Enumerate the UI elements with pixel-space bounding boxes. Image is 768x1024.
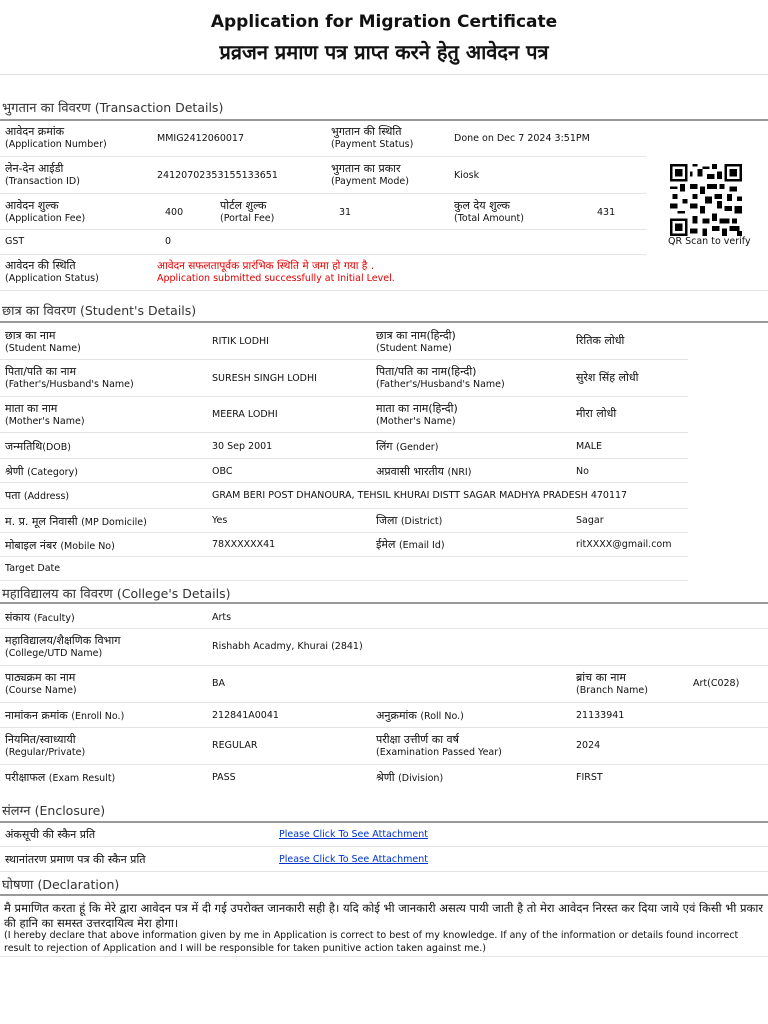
section-divider <box>0 321 768 323</box>
enroll-no-label: नामांकन क्रमांक (Enroll No.) <box>5 709 125 722</box>
declaration-text-hindi: मै प्रमाणित करता हूं कि मेरे द्वारा आवेदन पत्र में दी गई उपरोक्त जानकारी सही है। यदि कोई भी जानकारी असत्य पायी जाती है तो मेरा आवेदन निरस्त कर दिया जाये एवं किसी भी प्रकार की हानि का समस्त उत्तरदायित्व मेरा होगा। <box>4 901 764 930</box>
section-title-enclosure: संलग्न (Enclosure) <box>2 803 106 819</box>
section-divider <box>0 894 768 896</box>
nri-value: No <box>576 466 589 477</box>
faculty-value: Arts <box>212 612 232 623</box>
migration-attachment-link[interactable]: Please Click To See Attachment <box>279 854 428 865</box>
student-name-value: RITIK LODHI <box>212 336 269 347</box>
course-name-label: पाठ्यक्रम का नाम (Course Name) <box>5 671 77 696</box>
section-title-declaration: घोषणा (Declaration) <box>2 877 120 893</box>
qr-caption: QR Scan to verify <box>668 236 751 247</box>
payment-status-label: भुगतान की स्थिति (Payment Status) <box>331 125 414 150</box>
application-status-english: Application submitted successfully at Initial Level. <box>157 273 395 284</box>
page-title-hindi: प्रव्रजन प्रमाण पत्र प्राप्त करने हेतु आवेदन पत्र <box>219 40 549 64</box>
mother-name-hindi-label: माता का नाम(हिन्दी) (Mother's Name) <box>376 402 458 427</box>
total-amount-value: 431 <box>597 207 616 218</box>
course-name-value: BA <box>212 678 226 689</box>
section-divider <box>0 821 768 823</box>
section-divider <box>0 119 768 121</box>
college-name-value: Rishabh Acadmy, Khurai (2841) <box>212 641 363 652</box>
section-title-student: छात्र का विवरण (Student's Details) <box>2 303 197 319</box>
student-name-hindi-value: रितिक लोधी <box>576 334 625 347</box>
domicile-label: म. प्र. मूल निवासी (MP Domicile) <box>5 515 147 528</box>
mother-name-value: MEERA LODHI <box>212 409 278 420</box>
student-name-label: छात्र का नाम (Student Name) <box>5 329 81 354</box>
target-date-label: Target Date <box>5 563 61 574</box>
dob-value: 30 Sep 2001 <box>212 441 273 452</box>
nri-label: अप्रवासी भारतीय (NRI) <box>376 465 472 478</box>
enroll-no-value: 212841A0041 <box>212 710 279 721</box>
regular-private-value: REGULAR <box>212 740 258 751</box>
application-fee-value: 400 <box>165 207 184 218</box>
total-amount-label: कुल देय शुल्क (Total Amount) <box>454 199 524 224</box>
mobile-value: 78XXXXXX41 <box>212 539 276 550</box>
domicile-value: Yes <box>212 515 228 526</box>
payment-status-value: Done on Dec 7 2024 3:51PM <box>454 133 590 144</box>
faculty-label: संकाय (Faculty) <box>5 611 75 624</box>
mother-name-hindi-value: मीरा लोधी <box>576 407 617 420</box>
mobile-label: मोबाइल नंबर (Mobile No) <box>5 539 115 552</box>
father-name-label: पिता/पति का नाम (Father's/Husband's Name) <box>5 365 134 390</box>
gender-value: MALE <box>576 441 602 452</box>
dob-label: जन्मतिथि(DOB) <box>5 440 71 453</box>
section-title-transaction: भुगतान का विवरण (Transaction Details) <box>2 100 224 116</box>
branch-name-value: Art(C028) <box>693 678 740 689</box>
address-value: GRAM BERI POST DHANOURA, TEHSIL KHURAI DISTT SAGAR MADHYA PRADESH 470117 <box>212 490 628 501</box>
application-number-label: आवेदन क्रमांक (Application Number) <box>5 125 107 150</box>
address-label: पता (Address) <box>5 489 70 502</box>
passed-year-label: परीक्षा उत्तीर्ण का वर्ष (Examination Passed Year) <box>376 733 502 758</box>
exam-result-label: परीक्षाफल (Exam Result) <box>5 771 116 784</box>
section-title-college: महाविद्यालय का विवरण (College's Details) <box>2 586 231 602</box>
category-value: OBC <box>212 466 233 477</box>
regular-private-label: नियमित/स्वाध्यायी (Regular/Private) <box>5 733 86 758</box>
mother-name-label: माता का नाम (Mother's Name) <box>5 402 85 427</box>
marksheet-attachment-link[interactable]: Please Click To See Attachment <box>279 829 428 840</box>
father-name-hindi-label: पिता/पति का नाम(हिन्दी) (Father's/Husband's Name) <box>376 365 505 390</box>
application-fee-label: आवेदन शुल्क (Application Fee) <box>5 199 86 224</box>
qr-code <box>670 164 742 236</box>
passed-year-value: 2024 <box>576 740 601 751</box>
father-name-value: SURESH SINGH LODHI <box>212 373 317 384</box>
divider <box>0 74 768 75</box>
gender-label: लिंग (Gender) <box>376 440 439 453</box>
gst-value: 0 <box>165 236 172 247</box>
declaration-text-english: (I hereby declare that above information given by me in Application is correct to best of my knowledge. If any of the information or details found incorrect result to rejection of Application and I will be responsible for taken punitive action taken against me.) <box>4 930 739 954</box>
roll-no-label: अनुक्रमांक (Roll No.) <box>376 709 464 722</box>
application-status-label: आवेदन की स्थिति (Application Status) <box>5 259 99 284</box>
transaction-id-label: लेन-देन आईडी (Transaction ID) <box>5 162 80 187</box>
portal-fee-label: पोर्टल शुल्क (Portal Fee) <box>220 199 275 224</box>
transaction-id-value: 24120702353155133651 <box>157 170 278 181</box>
section-divider <box>0 602 768 604</box>
division-value: FIRST <box>576 772 603 783</box>
application-number-value: MMIG2412060017 <box>157 133 244 144</box>
district-label: जिला (District) <box>376 514 443 527</box>
division-label: श्रेणी (Division) <box>376 771 444 784</box>
father-name-hindi-value: सुरेश सिंह लोधी <box>576 371 639 384</box>
email-value: ritXXXX@gmail.com <box>576 539 672 550</box>
application-status-hindi: आवेदन सफलतापूर्वक प्रारंभिक स्थिति मे जमा हो गया है . <box>157 260 375 272</box>
email-label: ईमेल (Email Id) <box>376 538 445 551</box>
payment-mode-label: भुगतान का प्रकार (Payment Mode) <box>331 162 409 187</box>
marksheet-label: अंकसूची की स्कैन प्रति <box>5 828 96 841</box>
migration-scan-label: स्थानांतरण प्रमाण पत्र की स्कैन प्रति <box>5 853 146 866</box>
payment-mode-value: Kiosk <box>454 170 480 181</box>
portal-fee-value: 31 <box>339 207 352 218</box>
college-name-label: महाविद्यालय/शैक्षणिक विभाग (College/UTD Name) <box>5 634 121 659</box>
exam-result-value: PASS <box>212 772 236 783</box>
category-label: श्रेणी (Category) <box>5 465 78 478</box>
student-name-hindi-label: छात्र का नाम(हिन्दी) (Student Name) <box>376 329 456 354</box>
branch-name-label: ब्रांच का नाम (Branch Name) <box>576 671 648 696</box>
roll-no-value: 21133941 <box>576 710 625 721</box>
gst-label: GST <box>5 236 25 247</box>
page-title-english: Application for Migration Certificate <box>210 12 558 32</box>
district-value: Sagar <box>576 515 604 526</box>
